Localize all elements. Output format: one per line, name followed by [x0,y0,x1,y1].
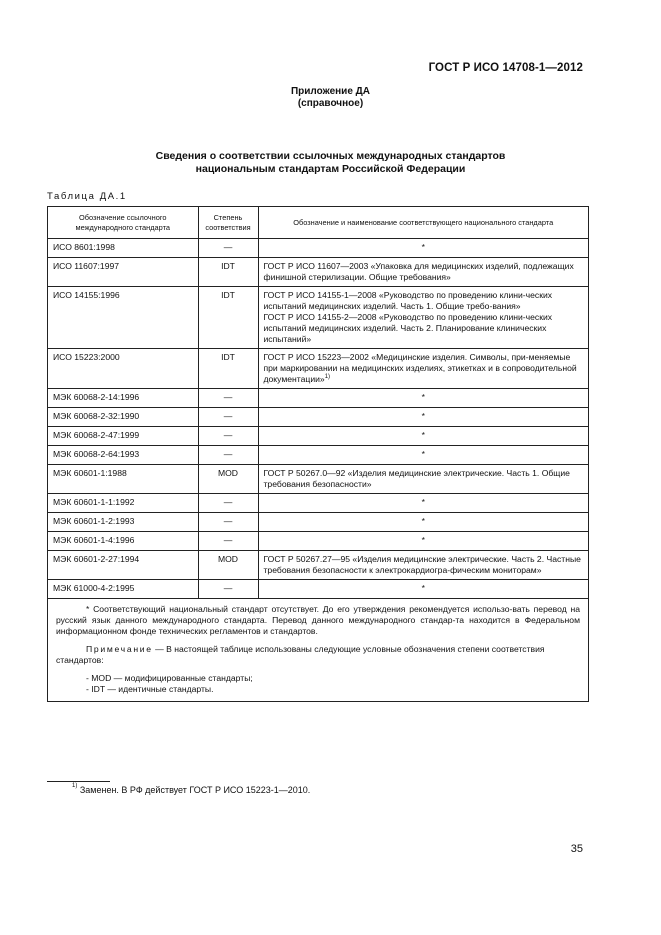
cell-national-standard [258,258,588,287]
cell-international-standard: ИСО 8601:1998 [48,239,198,258]
national-standard-text: * [421,497,425,507]
cell-degree: IDT [198,349,258,389]
cell-national-standard [258,532,588,551]
note-item-idt: - IDT — идентичные стандарты. [86,684,214,694]
footnote-separator [47,781,110,782]
cell-degree: MOD [198,551,258,580]
header-degree: Степень соответствия [198,207,258,239]
note-label: Примечание [86,644,153,654]
cell-degree: — [198,580,258,599]
cell-national-standard [258,287,588,349]
cell-degree: — [198,239,258,258]
page-footnote-mark: 1) [72,783,78,789]
table-row [48,258,588,287]
cell-international-standard: МЭК 60068-2-32:1990 [48,408,198,427]
cell-international-standard: ИСО 15223:2000 [48,349,198,389]
cell-degree: MOD [198,465,258,494]
table-row [48,239,588,258]
page-footnote [72,785,310,795]
cell-national-standard [258,513,588,532]
cell-degree: — [198,494,258,513]
national-standard-text: * [421,449,425,459]
table-row [48,408,588,427]
table-footnote: * Соответствующий национальный стандарт отсутствует. До его утверждения рекомендуется использо-вать перевод на русский язык данного международного стандарта. Перевод данного международного стандар-та находится в Федеральном информационном фонде технических регламентов и стандартов. [56,604,580,636]
table-row [48,513,588,532]
cell-national-standard [258,389,588,408]
cell-national-standard [258,465,588,494]
cell-international-standard: МЭК 60601-1-4:1996 [48,532,198,551]
annex-subtitle: (справочное) [297,98,364,109]
annex-title: Приложение ДА [290,86,371,97]
cell-international-standard: МЭК 60601-1-1:1992 [48,494,198,513]
cell-degree: — [198,427,258,446]
cell-degree: IDT [198,258,258,287]
cell-national-standard [258,494,588,513]
heading-line-2: национальным стандартам Российской Федерации [195,163,466,175]
national-standard-text: ГОСТ Р 50267.27—95 «Изделия медицинские электрические. Часть 2. Частные требования безопасности к электрокардиогра-фическим мониторам» [263,554,581,575]
cell-international-standard: МЭК 60601-1-2:1993 [48,513,198,532]
header-national-standard: Обозначение и наименование соответствующего национального стандарта [258,207,588,239]
national-standard-text: ГОСТ Р 50267.0—92 «Изделия медицинские электрические. Часть 1. Общие требования безопасности» [263,468,570,489]
cell-national-standard [258,551,588,580]
table-row [48,287,588,349]
cell-degree: — [198,389,258,408]
table-row [48,427,588,446]
table-row [48,446,588,465]
note-item-mod: - MOD — модифицированные стандарты; [86,673,253,683]
cell-international-standard: МЭК 60601-1:1988 [48,465,198,494]
cell-international-standard: МЭК 60601-2-27:1994 [48,551,198,580]
cell-international-standard: МЭК 60068-2-14:1996 [48,389,198,408]
cell-degree: IDT [198,287,258,349]
correspondence-table [47,206,589,702]
table-row [48,532,588,551]
table-row [48,465,588,494]
national-standard-text-2: ГОСТ Р ИСО 14155-2—2008 «Руководство по проведению клини-ческих испытаний медицинских изделий. Часть 2. Планирование клинических испытаний» [263,312,553,344]
cell-international-standard: ИСО 14155:1996 [48,287,198,349]
cell-national-standard [258,427,588,446]
cell-national-standard [258,580,588,599]
cell-international-standard: МЭК 60068-2-47:1999 [48,427,198,446]
page-footnote-text: Заменен. В РФ действует ГОСТ Р ИСО 15223-1—2010. [77,785,311,795]
table-row [48,389,588,408]
page-number: 35 [570,843,583,855]
note-list [56,673,580,695]
heading-line-1: Сведения о соответствии ссылочных международных стандартов [155,150,506,162]
section-heading [0,150,661,176]
table-caption: Таблица ДА.1 [47,191,127,202]
cell-international-standard: МЭК 60068-2-64:1993 [48,446,198,465]
table-row [48,580,588,599]
national-standard-text: * [421,392,425,402]
national-standard-text: * [421,535,425,545]
header-international-standard: Обозначение ссылочного международного стандарта [48,207,198,239]
cell-national-standard [258,446,588,465]
national-standard-text: * [421,242,425,252]
table-header-row [48,207,588,239]
national-standard-text: * [421,411,425,421]
cell-international-standard: ИСО 11607:1997 [48,258,198,287]
national-standard-text: * [421,516,425,526]
cell-national-standard [258,239,588,258]
cell-degree: — [198,408,258,427]
document-code: ГОСТ Р ИСО 14708-1—2012 [428,62,583,74]
table-note [56,644,580,666]
table-notes [48,599,588,701]
cell-degree: — [198,446,258,465]
national-standard-text: ГОСТ Р ИСО 15223—2002 «Медицинские изделия. Символы, при-меняемые при маркировании на медицинских изделиях, этикетках и в сопроводительной документации» [263,352,577,384]
footnote-mark: 1) [324,374,331,380]
cell-degree: — [198,513,258,532]
table-row [48,349,588,389]
table-body [48,239,588,599]
national-standard-text: * [421,583,425,593]
cell-degree: — [198,532,258,551]
note-text: — В настоящей таблице использованы следующие условные обозначения степени соответствия стандартов: [56,644,545,665]
table-row [48,551,588,580]
cell-national-standard [258,408,588,427]
national-standard-text: ГОСТ Р ИСО 14155-1—2008 «Руководство по проведению клини-ческих испытаний медицинских изделий. Часть 1. Общие требо-вания» [263,290,553,311]
annex-title-block [0,86,661,110]
national-standard-text: ГОСТ Р ИСО 11607—2003 «Упаковка для медицинских изделий, подлежащих финишной стерилизации. Общие требования» [263,261,574,282]
table-row [48,494,588,513]
cell-international-standard: МЭК 61000-4-2:1995 [48,580,198,599]
cell-national-standard [258,349,588,389]
national-standard-text: * [421,430,425,440]
